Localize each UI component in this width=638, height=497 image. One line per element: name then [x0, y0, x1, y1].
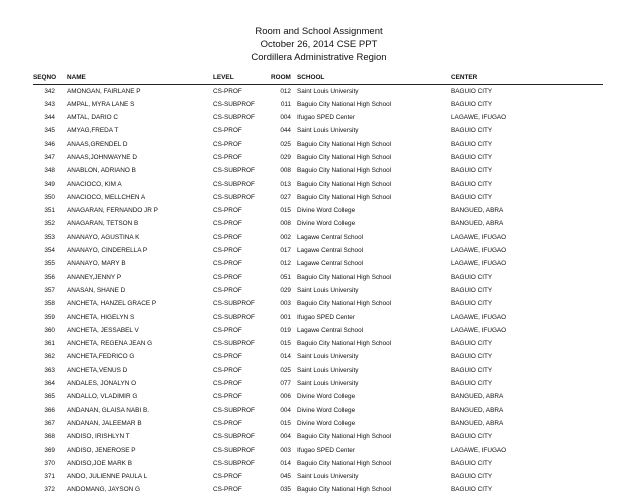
table-row [33, 85, 603, 98]
school-cell: Baguio City National High School [297, 300, 392, 308]
level-cell: CS-SUBPROF [213, 193, 255, 201]
room-cell: 012 [280, 87, 291, 95]
table-row [33, 390, 603, 403]
level-cell: CS-SUBPROF [213, 313, 255, 321]
school-cell: Divine Word College [297, 393, 356, 401]
center-cell: BAGUIO CITY [451, 273, 493, 281]
table-row [33, 178, 603, 191]
name-cell: ANAAS,GRENDEL D [67, 140, 128, 148]
name-cell: ANDISO, JENEROSE P [67, 446, 136, 454]
seqno-cell: 362 [44, 353, 55, 361]
level-cell: CS-PROF [213, 353, 242, 361]
level-cell: CS-SUBPROF [213, 180, 255, 188]
center-cell: LAGAWE, IFUGAO [451, 233, 507, 241]
seqno-cell: 371 [44, 473, 55, 481]
center-cell: BAGUIO CITY [451, 353, 493, 361]
table-row [33, 430, 603, 443]
table-row [33, 138, 603, 151]
level-cell: CS-SUBPROF [213, 433, 255, 441]
level-cell: CS-PROF [213, 419, 242, 427]
school-cell: Divine Word College [297, 419, 356, 427]
center-cell: BAGUIO CITY [451, 180, 493, 188]
level-cell: CS-PROF [213, 233, 242, 241]
seqno-cell: 356 [44, 273, 55, 281]
seqno-cell: 361 [44, 340, 55, 348]
school-cell: Divine Word College [297, 220, 356, 228]
column-header-room: ROOM [271, 74, 291, 81]
school-cell: Baguio City National High School [297, 180, 392, 188]
table-row [33, 324, 603, 337]
table-header-row [33, 71, 603, 85]
center-cell: BANGUED, ABRA [451, 406, 504, 414]
level-cell: CS-PROF [213, 153, 242, 161]
school-cell: Baguio City National High School [297, 153, 392, 161]
level-cell: CS-PROF [213, 140, 242, 148]
name-cell: ANDANAN, GLAISA NABI B. [67, 406, 150, 414]
room-cell: 008 [280, 220, 291, 228]
seqno-cell: 358 [44, 300, 55, 308]
seqno-cell: 364 [44, 380, 55, 388]
name-cell: AMYAG,FREDA T [67, 127, 119, 135]
room-cell: 027 [280, 193, 291, 201]
table-row [33, 191, 603, 204]
room-cell: 015 [280, 340, 291, 348]
name-cell: ANANAYO, CINDERELLA P [67, 247, 148, 255]
seqno-cell: 345 [44, 127, 55, 135]
center-cell: BAGUIO CITY [451, 486, 493, 494]
room-cell: 051 [280, 273, 291, 281]
table-row [33, 284, 603, 297]
table-row [33, 483, 603, 496]
table-row [33, 297, 603, 310]
name-cell: ANCHETA, JESSABEL V [67, 326, 139, 334]
school-cell: Saint Louis University [297, 286, 359, 294]
name-cell: ANABLON, ADRIANO B [67, 167, 136, 175]
seqno-cell: 359 [44, 313, 55, 321]
table-row [33, 350, 603, 363]
seqno-cell: 372 [44, 486, 55, 494]
room-cell: 029 [280, 153, 291, 161]
table-row [33, 364, 603, 377]
center-cell: LAGAWE, IFUGAO [451, 260, 507, 268]
name-cell: ANDISO,JOE MARK B [67, 459, 132, 467]
room-cell: 008 [280, 167, 291, 175]
school-cell: Saint Louis University [297, 127, 359, 135]
center-cell: BAGUIO CITY [451, 87, 493, 95]
center-cell: BAGUIO CITY [451, 459, 493, 467]
seqno-cell: 355 [44, 260, 55, 268]
school-cell: Baguio City National High School [297, 167, 392, 175]
center-cell: BAGUIO CITY [451, 193, 493, 201]
name-cell: ANAGARAN, TETSON B [67, 220, 139, 228]
seqno-cell: 370 [44, 459, 55, 467]
name-cell: ANCHETA, HANZEL GRACE P [67, 300, 157, 308]
center-cell: BAGUIO CITY [451, 140, 493, 148]
level-cell: CS-PROF [213, 207, 242, 215]
level-cell: CS-PROF [213, 247, 242, 255]
room-cell: 035 [280, 486, 291, 494]
name-cell: ANDALLO, VLADIMIR G [67, 393, 138, 401]
seqno-cell: 368 [44, 433, 55, 441]
level-cell: CS-PROF [213, 127, 242, 135]
level-cell: CS-SUBPROF [213, 406, 255, 414]
school-cell: Lagawe Central School [297, 247, 364, 255]
center-cell: BAGUIO CITY [451, 100, 493, 108]
level-cell: CS-PROF [213, 273, 242, 281]
room-cell: 004 [280, 406, 291, 414]
school-cell: Lagawe Central School [297, 233, 364, 241]
room-cell: 006 [280, 393, 291, 401]
school-cell: Divine Word College [297, 406, 356, 414]
level-cell: CS-PROF [213, 220, 242, 228]
name-cell: ANAGARAN, FERNANDO JR P [67, 207, 158, 215]
room-cell: 017 [280, 247, 291, 255]
level-cell: CS-SUBPROF [213, 446, 255, 454]
name-cell: ANACIOCO, MELLCHEN A [67, 193, 146, 201]
level-cell: CS-PROF [213, 486, 242, 494]
seqno-cell: 344 [44, 114, 55, 122]
room-cell: 077 [280, 380, 291, 388]
level-cell: CS-SUBPROF [213, 459, 255, 467]
school-cell: Baguio City National High School [297, 433, 392, 441]
room-cell: 013 [280, 180, 291, 188]
level-cell: CS-SUBPROF [213, 114, 255, 122]
room-cell: 004 [280, 114, 291, 122]
level-cell: CS-PROF [213, 366, 242, 374]
school-cell: Ifugao SPED Center [297, 446, 355, 454]
name-cell: ANCHETA, REGENA JEAN G [67, 340, 153, 348]
school-cell: Ifugao SPED Center [297, 313, 355, 321]
school-cell: Divine Word College [297, 207, 356, 215]
name-cell: ANDISO, IRISHLYN T [67, 433, 130, 441]
table-row [33, 244, 603, 257]
center-cell: LAGAWE, IFUGAO [451, 247, 507, 255]
school-cell: Saint Louis University [297, 366, 359, 374]
center-cell: BANGUED, ABRA [451, 419, 504, 427]
name-cell: ANCHETA, HIGELYN S [67, 313, 135, 321]
column-header-name: NAME [67, 74, 86, 81]
center-cell: BAGUIO CITY [451, 127, 493, 135]
center-cell: BAGUIO CITY [451, 380, 493, 388]
center-cell: BAGUIO CITY [451, 300, 493, 308]
room-cell: 045 [280, 473, 291, 481]
seqno-cell: 363 [44, 366, 55, 374]
header-exam-date: October 26, 2014 CSE PPT [260, 39, 378, 50]
seqno-cell: 351 [44, 207, 55, 215]
center-cell: BANGUED, ABRA [451, 220, 504, 228]
school-cell: Baguio City National High School [297, 486, 392, 494]
room-cell: 014 [280, 353, 291, 361]
table-row [33, 444, 603, 457]
center-cell: BAGUIO CITY [451, 286, 493, 294]
name-cell: ANDALES, JONALYN O [67, 380, 137, 388]
name-cell: ANANEY,JENNY P [67, 273, 122, 281]
table-row [33, 404, 603, 417]
header-region: Cordillera Administrative Region [251, 52, 387, 63]
seqno-cell: 350 [44, 193, 55, 201]
seqno-cell: 348 [44, 167, 55, 175]
center-cell: LAGAWE, IFUGAO [451, 326, 507, 334]
name-cell: ANACIOCO, KIM A [67, 180, 122, 188]
column-header-level: LEVEL [213, 74, 234, 81]
table-row [33, 231, 603, 244]
table-row [33, 470, 603, 483]
room-cell: 014 [280, 459, 291, 467]
school-cell: Baguio City National High School [297, 193, 392, 201]
name-cell: ANCHETA,FEDRICO G [67, 353, 135, 361]
table-row [33, 377, 603, 390]
school-cell: Baguio City National High School [297, 340, 392, 348]
seqno-cell: 343 [44, 100, 55, 108]
center-cell: BAGUIO CITY [451, 433, 493, 441]
column-header-seqno: SEQNO [33, 74, 57, 81]
level-cell: CS-SUBPROF [213, 167, 255, 175]
room-cell: 003 [280, 446, 291, 454]
school-cell: Saint Louis University [297, 380, 359, 388]
table-row [33, 417, 603, 430]
level-cell: CS-PROF [213, 260, 242, 268]
name-cell: ANDO, JULIENNE PAULA L [67, 473, 148, 481]
table-row [33, 111, 603, 124]
center-cell: BAGUIO CITY [451, 366, 493, 374]
seqno-cell: 366 [44, 406, 55, 414]
center-cell: BANGUED, ABRA [451, 207, 504, 215]
seqno-cell: 360 [44, 326, 55, 334]
level-cell: CS-PROF [213, 380, 242, 388]
seqno-cell: 354 [44, 247, 55, 255]
room-cell: 019 [280, 326, 291, 334]
room-cell: 001 [280, 313, 291, 321]
table-row [33, 151, 603, 164]
level-cell: CS-PROF [213, 326, 242, 334]
table-row [33, 124, 603, 137]
seqno-cell: 347 [44, 153, 55, 161]
name-cell: ANDANAN, JALEEMAR B [67, 419, 142, 427]
room-cell: 044 [280, 127, 291, 135]
room-cell: 015 [280, 207, 291, 215]
school-cell: Saint Louis University [297, 353, 359, 361]
room-cell: 029 [280, 286, 291, 294]
center-cell: LAGAWE, IFUGAO [451, 313, 507, 321]
name-cell: ANASAN, SHANE D [67, 286, 126, 294]
column-header-center: CENTER [451, 74, 478, 81]
center-cell: LAGAWE, IFUGAO [451, 114, 507, 122]
level-cell: CS-PROF [213, 286, 242, 294]
room-cell: 004 [280, 433, 291, 441]
table-row [33, 98, 603, 111]
level-cell: CS-SUBPROF [213, 300, 255, 308]
header-title: Room and School Assignment [255, 26, 383, 37]
document-header [0, 25, 638, 64]
seqno-cell: 349 [44, 180, 55, 188]
seqno-cell: 346 [44, 140, 55, 148]
name-cell: AMTAL, DARIO C [67, 114, 119, 122]
name-cell: AMPAL, MYRA LANE S [67, 100, 135, 108]
name-cell: ANANAYO, AGUSTINA K [67, 233, 140, 241]
center-cell: BAGUIO CITY [451, 473, 493, 481]
table-row [33, 311, 603, 324]
table-row [33, 457, 603, 470]
school-cell: Baguio City National High School [297, 459, 392, 467]
center-cell: BANGUED, ABRA [451, 393, 504, 401]
room-cell: 015 [280, 419, 291, 427]
seqno-cell: 353 [44, 233, 55, 241]
assignment-table [33, 71, 603, 497]
name-cell: ANAAS,JOHNWAYNE D [67, 153, 137, 161]
seqno-cell: 352 [44, 220, 55, 228]
room-cell: 025 [280, 366, 291, 374]
table-row [33, 217, 603, 230]
school-cell: Baguio City National High School [297, 100, 392, 108]
school-cell: Lagawe Central School [297, 326, 364, 334]
name-cell: ANDOMANG, JAYSON G [67, 486, 141, 494]
school-cell: Saint Louis University [297, 87, 359, 95]
table-row [33, 164, 603, 177]
school-cell: Ifugao SPED Center [297, 114, 355, 122]
center-cell: BAGUIO CITY [451, 153, 493, 161]
column-header-school: SCHOOL [297, 74, 325, 81]
school-cell: Baguio City National High School [297, 273, 392, 281]
table-row [33, 204, 603, 217]
name-cell: ANCHETA,VENUS D [67, 366, 128, 374]
level-cell: CS-SUBPROF [213, 340, 255, 348]
seqno-cell: 342 [44, 87, 55, 95]
seqno-cell: 357 [44, 286, 55, 294]
room-cell: 012 [280, 260, 291, 268]
seqno-cell: 369 [44, 446, 55, 454]
room-cell: 003 [280, 300, 291, 308]
school-cell: Baguio City National High School [297, 140, 392, 148]
level-cell: CS-PROF [213, 393, 242, 401]
school-cell: Saint Louis University [297, 473, 359, 481]
center-cell: BAGUIO CITY [451, 340, 493, 348]
name-cell: AMONGAN, FAIRLANE P [67, 87, 141, 95]
level-cell: CS-PROF [213, 473, 242, 481]
school-cell: Lagawe Central School [297, 260, 364, 268]
table-body [33, 85, 603, 497]
room-cell: 011 [280, 100, 291, 108]
room-cell: 002 [280, 233, 291, 241]
seqno-cell: 365 [44, 393, 55, 401]
seqno-cell: 367 [44, 419, 55, 427]
table-row [33, 257, 603, 270]
level-cell: CS-PROF [213, 87, 242, 95]
center-cell: BAGUIO CITY [451, 167, 493, 175]
center-cell: LAGAWE, IFUGAO [451, 446, 507, 454]
name-cell: ANANAYO, MARY B [67, 260, 126, 268]
level-cell: CS-SUBPROF [213, 100, 255, 108]
table-row [33, 271, 603, 284]
table-row [33, 337, 603, 350]
room-cell: 025 [280, 140, 291, 148]
